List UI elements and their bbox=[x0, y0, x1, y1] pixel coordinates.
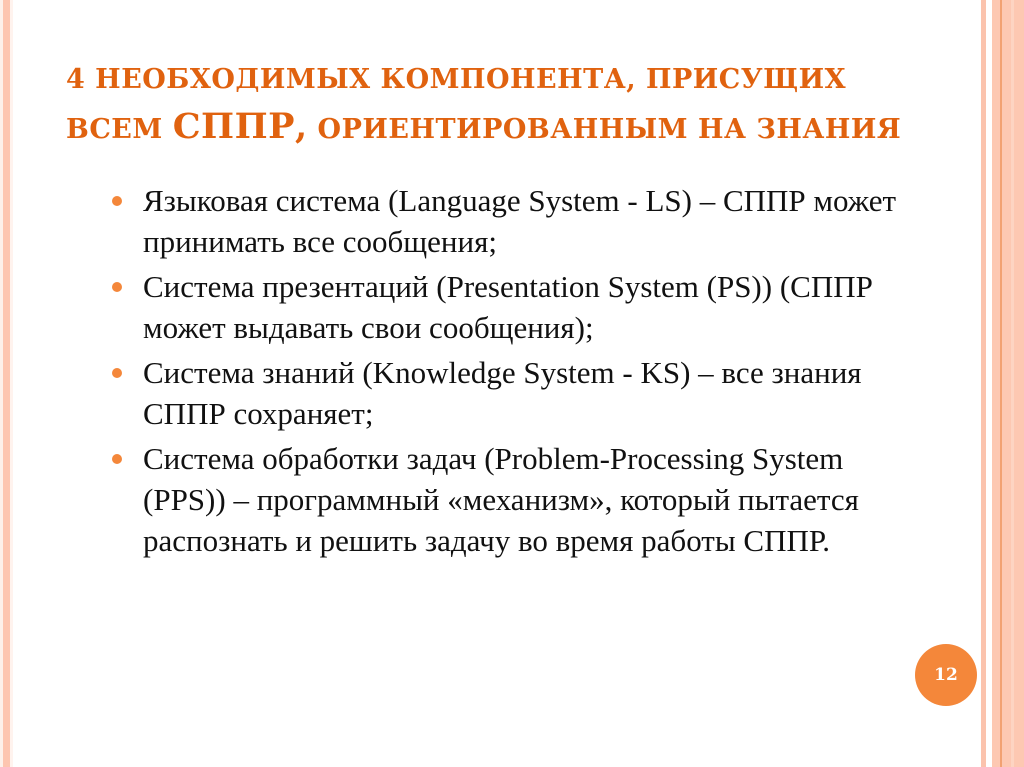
title-line-2-prefix: ВСЕМ bbox=[66, 114, 173, 145]
page-number-badge: 12 bbox=[915, 644, 977, 706]
bullet-dot-icon bbox=[112, 454, 122, 464]
bullet-item bbox=[108, 266, 928, 348]
bullet-text: Система презентаций (Presentation System (PS)) (СППР может выдавать свои сообщения); bbox=[143, 269, 873, 345]
bullet-dot-icon bbox=[112, 282, 122, 292]
right-border-band bbox=[992, 0, 1024, 767]
bullet-item bbox=[108, 438, 928, 561]
title-line-2 bbox=[66, 103, 966, 153]
right-border-stripe-light bbox=[1011, 0, 1014, 767]
right-border-line bbox=[1000, 0, 1002, 767]
title-line-2-emphasis: СППР, bbox=[172, 106, 308, 147]
bullet-dot-icon bbox=[112, 368, 122, 378]
title-line-2-suffix: ОРИЕНТИРОВАННЫМ НА ЗНАНИЯ bbox=[307, 114, 902, 145]
bullet-dot-icon bbox=[112, 196, 122, 206]
left-border-stripe bbox=[3, 0, 10, 767]
bullet-item bbox=[108, 352, 928, 434]
bullet-text: Система обработки задач (Problem-Processing System (PPS)) – программный «механизм», который пытается распознать и решить задачу во время работы СППР. bbox=[143, 441, 859, 558]
bullet-text: Языковая система (Language System - LS) – СППР может принимать все сообщения; bbox=[143, 183, 897, 259]
bullet-list bbox=[108, 180, 928, 565]
slide-title bbox=[66, 56, 966, 153]
bullet-text: Система знаний (Knowledge System - KS) – все знания СППР сохраняет; bbox=[143, 355, 862, 431]
bullet-item bbox=[108, 180, 928, 262]
title-line-1: 4 НЕОБХОДИМЫХ КОМПОНЕНТА, ПРИСУЩИХ bbox=[66, 64, 847, 95]
left-border-stripe-light bbox=[10, 0, 13, 767]
right-border-stripe-thin bbox=[981, 0, 986, 767]
